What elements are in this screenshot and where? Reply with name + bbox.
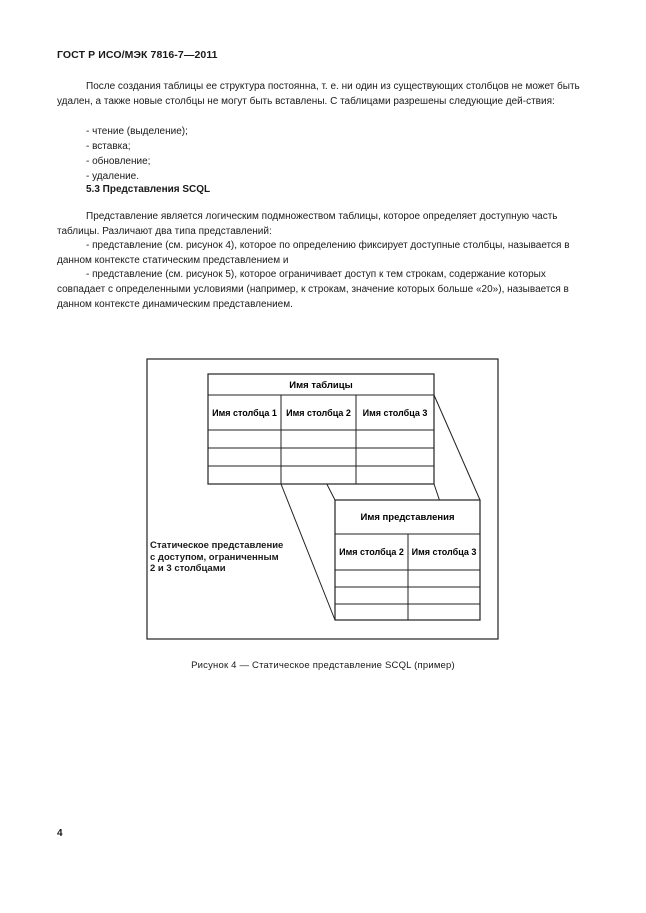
figure-caption: Рисунок 4 — Статическое представление SCQL (пример)	[191, 660, 455, 671]
page-number: 4	[57, 828, 63, 839]
table-title: Имя таблицы	[289, 380, 353, 391]
body-text: Представление является логическим подмножеством таблицы, которое определяет доступную часть таблицы. Различают два типа представлений:	[57, 211, 558, 237]
body-text: - представление (см. рисунок 5), которое ограничивает доступ к тем строкам, содержание которых совпадает с определенными условиями (например, к строкам, значение которых больше «20»), называется в данном контексте динамическим представлением.	[57, 269, 569, 310]
operation-item: - обновление;	[86, 156, 151, 167]
view-title: Имя представления	[360, 512, 455, 523]
operation-item: - вставка;	[86, 141, 131, 152]
table-column-header: Имя столбца 2	[286, 408, 351, 418]
body-text: - представление (см. рисунок 4), которое по определению фиксирует доступные столбцы, называется в данном контексте статическим представлением и	[57, 240, 570, 266]
view-column-header: Имя столбца 3	[411, 547, 477, 557]
document-header: ГОСТ Р ИСО/МЭК 7816-7—2011	[57, 49, 218, 61]
view-column-header: Имя столбца 2	[339, 547, 404, 557]
table-column-header: Имя столбца 3	[362, 408, 428, 418]
operation-item: - удаление.	[86, 171, 140, 182]
intro-text: После создания таблицы ее структура постоянна, т. е. ни один из существующих столбцов не может быть удален, а также новые столбцы не могут быть вставлены. С таблицами разрешены следующие дей-ствия:	[57, 81, 580, 107]
table-column-header: Имя столбца 1	[212, 408, 277, 418]
static-view-label: Статическое представление с доступом, ограниченным 2 и 3 столбцами	[150, 540, 284, 574]
section-heading: 5.3 Представления SCQL	[86, 184, 211, 195]
operation-item: - чтение (выделение);	[86, 126, 188, 137]
